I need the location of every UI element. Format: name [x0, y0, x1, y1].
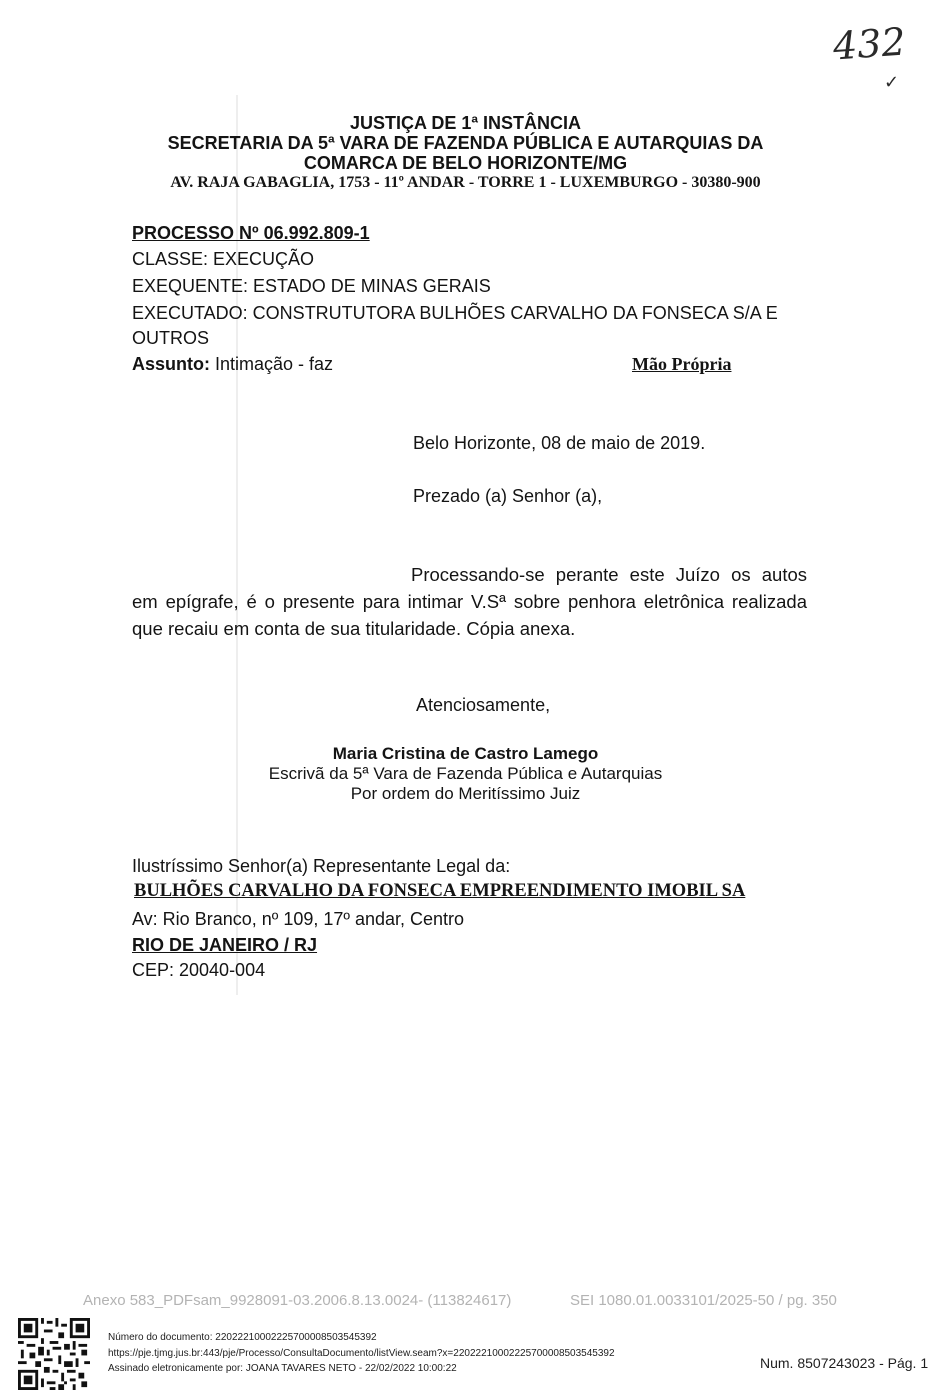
header-address: AV. RAJA GABAGLIA, 1753 - 11º ANDAR - TORRE 1 - LUXEMBURGO - 30380-900 [170, 174, 761, 191]
signature-role: Escrivã da 5ª Vara de Fazenda Pública e Autarquias [268, 764, 663, 783]
letter-closing: Atenciosamente, [416, 695, 551, 715]
case-subject-value: Intimação - faz [215, 354, 334, 374]
recipient-cep: CEP: 20040-004 [132, 960, 266, 980]
qr-code [18, 1318, 90, 1390]
case-defendant-cont: OUTROS [132, 328, 210, 348]
case-defendant: EXECUTADO: CONSTRUTUTORA BULHÕES CARVALHO DA FONSECA S/A E [132, 303, 778, 323]
handwritten-tick-mark: ✓ [884, 72, 900, 93]
case-plaintiff: EXEQUENTE: ESTADO DE MINAS GERAIS [132, 276, 491, 296]
case-subject [132, 351, 333, 377]
letter-body-paragraph [132, 561, 807, 642]
delivery-mode: Mão Própria [632, 354, 732, 374]
header-district: COMARCA DE BELO HORIZONTE/MG [303, 153, 628, 173]
footer-annex: Anexo 583_PDFsam_9928091-03.2006.8.13.0024- (113824617) [83, 1292, 512, 1309]
recipient-street: Av: Rio Branco, nº 109, 17º andar, Centro [132, 909, 465, 929]
case-subject-label: Assunto: [132, 354, 210, 374]
signature-order: Por ordem do Meritíssimo Juiz [350, 784, 581, 803]
footer-page-number: Num. 8507243023 - Pág. 1 [760, 1355, 929, 1371]
handwritten-page-number: 432 [831, 19, 907, 69]
letter-body-text: Processando-se perante este Juízo os autos em epígrafe, é o presente para intimar V.Sª sobre penhora eletrônica realizada que recaiu em conta de sua titularidade. Cópia anexa. [132, 564, 807, 639]
recipient-city: RIO DE JANEIRO / RJ [132, 935, 318, 955]
footer-sei: SEI 1080.01.0033101/2025-50 / pg. 350 [570, 1292, 837, 1309]
footer-url: https://pje.tjmg.jus.br:443/pje/Processo/ConsultaDocumento/listView.seam?x=22022210002225700008503545392 [108, 1348, 615, 1359]
footer-signed-by: Assinado eletronicamente por: JOANA TAVARES NETO - 22/02/2022 10:00:22 [108, 1363, 457, 1374]
letter-place-date: Belo Horizonte, 08 de maio de 2019. [413, 433, 706, 453]
case-class: CLASSE: EXECUÇÃO [132, 249, 315, 269]
header-court-title: JUSTIÇA DE 1ª INSTÂNCIA [349, 113, 582, 133]
recipient-company: BULHÕES CARVALHO DA FONSECA EMPREENDIMENTO IMOBIL SA [134, 881, 746, 901]
header-secretariat: SECRETARIA DA 5ª VARA DE FAZENDA PÚBLICA E AUTARQUIAS DA [167, 133, 764, 153]
signature-name: Maria Cristina de Castro Lamego [332, 744, 599, 763]
case-process-number: PROCESSO Nº 06.992.809-1 [132, 223, 370, 243]
footer-doc-number: Número do documento: 22022210002225700008503545392 [108, 1332, 377, 1343]
recipient-salutation: Ilustríssimo Senhor(a) Representante Legal da: [132, 856, 511, 876]
letter-salutation: Prezado (a) Senhor (a), [413, 486, 603, 506]
